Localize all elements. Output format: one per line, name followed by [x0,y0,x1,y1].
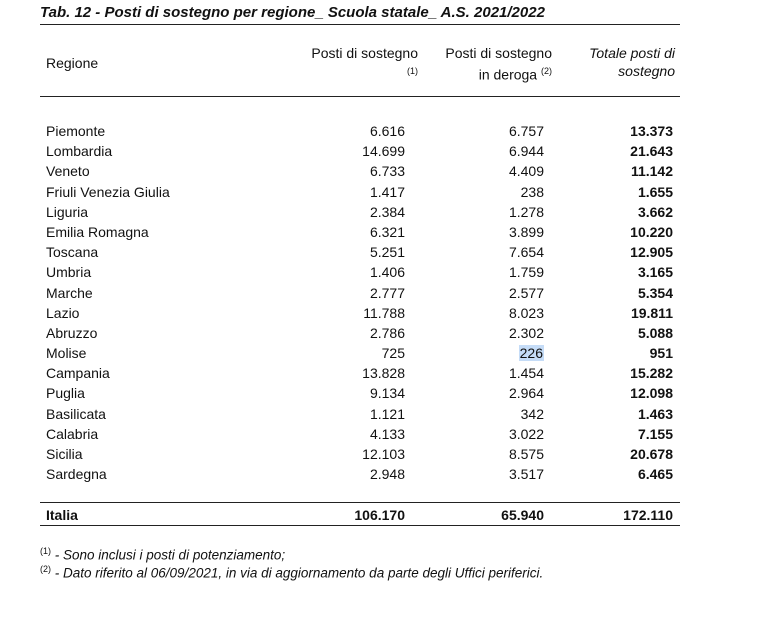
region-cell: Liguria [46,203,89,220]
totale-cell: 11.142 [630,163,673,180]
deroga-cell: 3.517 [508,466,544,483]
totale-cell: 10.220 [630,223,673,240]
table-row [40,383,680,403]
table-row [40,424,680,444]
header-posti-label: Posti di sostegno [311,45,418,61]
deroga-cell: 342 [520,405,544,422]
totale-cell: 3.165 [637,264,673,281]
posti-cell: 6.733 [369,163,405,180]
posti-cell: 12.103 [362,446,405,462]
region-cell: Campania [46,365,110,382]
totale-cell: 5.088 [637,324,673,341]
totale-cell: 12.905 [630,244,673,261]
region-cell: Lombardia [46,143,113,160]
region-cell: Calabria [46,425,99,442]
deroga-cell: 7.654 [508,244,544,261]
totale-cell: 12.098 [630,385,673,402]
table-title: Tab. 12 - Posti di sostegno per regione_ Scuola statale_ A.S. 2021/2022 [40,4,680,25]
deroga-cell: 3.022 [508,425,544,442]
deroga-cell [405,343,544,363]
region-cell: Abruzzo [46,324,98,341]
posti-cell: 1.121 [369,405,405,422]
table-row [40,161,680,181]
posti-cell: 5.251 [369,244,405,261]
totale-cell: 951 [649,345,673,362]
deroga-cell: 6.757 [508,123,544,139]
table-row [40,121,680,141]
total-divider-bottom [40,525,680,526]
total-deroga: 65.940 [501,507,544,523]
header-totale-line2: sostegno [618,63,675,79]
table-row [40,242,680,262]
posti-cell: 4.133 [369,425,405,442]
posti-cell: 1.406 [369,264,405,281]
footnote-2-text: - Dato riferito al 06/09/2021, in via di aggiornamento da parte degli Uffici periferici. [51,565,544,581]
table-row [40,323,680,343]
table-row [40,262,680,282]
region-cell: Lazio [46,304,80,321]
posti-cell: 14.699 [362,143,405,160]
totale-cell: 5.354 [637,284,673,301]
total-divider-top [40,502,680,503]
posti-cell: 11.788 [363,304,405,321]
region-cell: Sicilia [46,446,83,462]
table-body [40,121,680,484]
region-cell: Veneto [46,163,90,180]
totale-cell: 7.155 [637,425,673,442]
totale-cell: 3.662 [637,203,673,220]
deroga-cell: 8.023 [508,304,544,321]
total-totale: 172.110 [623,507,673,523]
header-deroga [420,44,552,84]
region-cell: Friuli Venezia Giulia [46,183,170,200]
header-deroga-note: (2) [541,66,552,76]
posti-cell: 725 [381,345,405,362]
posti-cell: 9.134 [369,385,405,402]
deroga-cell: 2.302 [508,324,544,341]
posti-cell: 13.828 [362,365,405,382]
table-row [40,141,680,161]
header-totale [555,44,675,80]
posti-cell: 1.417 [369,183,405,200]
region-cell: Piemonte [46,123,106,139]
footnote-2-mark: (2) [40,564,51,574]
posti-cell: 6.321 [369,223,405,240]
posti-cell: 2.948 [369,466,405,483]
totale-cell: 20.678 [630,446,673,462]
posti-cell: 2.384 [369,203,405,220]
region-cell: Toscana [46,244,99,261]
table-row [40,444,680,464]
region-cell: Emilia Romagna [46,223,149,240]
table-row [40,303,680,323]
region-cell: Marche [46,284,93,301]
total-region: Italia [46,507,78,523]
footnote-1-text: - Sono inclusi i posti di potenziamento; [51,547,286,563]
deroga-cell: 1.454 [508,365,544,382]
selected-text[interactable]: 226 [519,345,543,362]
totale-cell: 15.282 [630,365,673,382]
totale-cell: 13.373 [630,123,673,139]
table-row [40,222,680,242]
posti-cell: 6.616 [369,123,405,139]
totale-cell: 19.811 [630,304,673,321]
table-row [40,464,680,484]
deroga-cell: 3.899 [508,223,544,240]
posti-cell: 2.777 [369,284,405,301]
header-region: Regione [46,55,99,71]
table-row [40,363,680,383]
deroga-cell: 2.964 [508,385,544,402]
totale-cell: 21.643 [630,143,673,160]
region-cell: Sardegna [46,466,107,483]
table-row [40,343,680,363]
totale-cell: 1.655 [637,183,673,200]
table-row [40,202,680,222]
table-row [40,182,680,202]
deroga-cell: 4.409 [508,163,544,180]
totale-cell: 1.463 [637,405,673,422]
region-cell: Basilicata [46,405,106,422]
header-posti [280,44,418,84]
deroga-cell: 1.759 [508,264,544,281]
footnote-1-mark: (1) [40,546,51,556]
header-divider [40,96,680,97]
deroga-cell: 6.944 [508,143,544,160]
header-deroga-line2: in deroga [478,66,538,83]
region-cell: Molise [46,345,87,362]
table-row [40,283,680,303]
header-totale-line1: Totale posti di [589,45,675,61]
posti-cell: 2.786 [369,324,405,341]
table-row [40,404,680,424]
deroga-cell: 2.577 [508,284,544,301]
header-posti-note: (1) [407,66,418,76]
total-posti: 106.170 [354,507,405,523]
region-cell: Puglia [46,385,85,402]
footnote-2 [40,561,543,582]
region-cell: Umbria [46,264,92,281]
total-row [40,505,680,525]
deroga-cell: 8.575 [508,446,544,462]
totale-cell: 6.465 [637,466,673,483]
deroga-cell: 238 [520,183,544,200]
header-deroga-line1: Posti di sostegno [445,45,552,61]
deroga-cell: 1.278 [508,203,544,220]
